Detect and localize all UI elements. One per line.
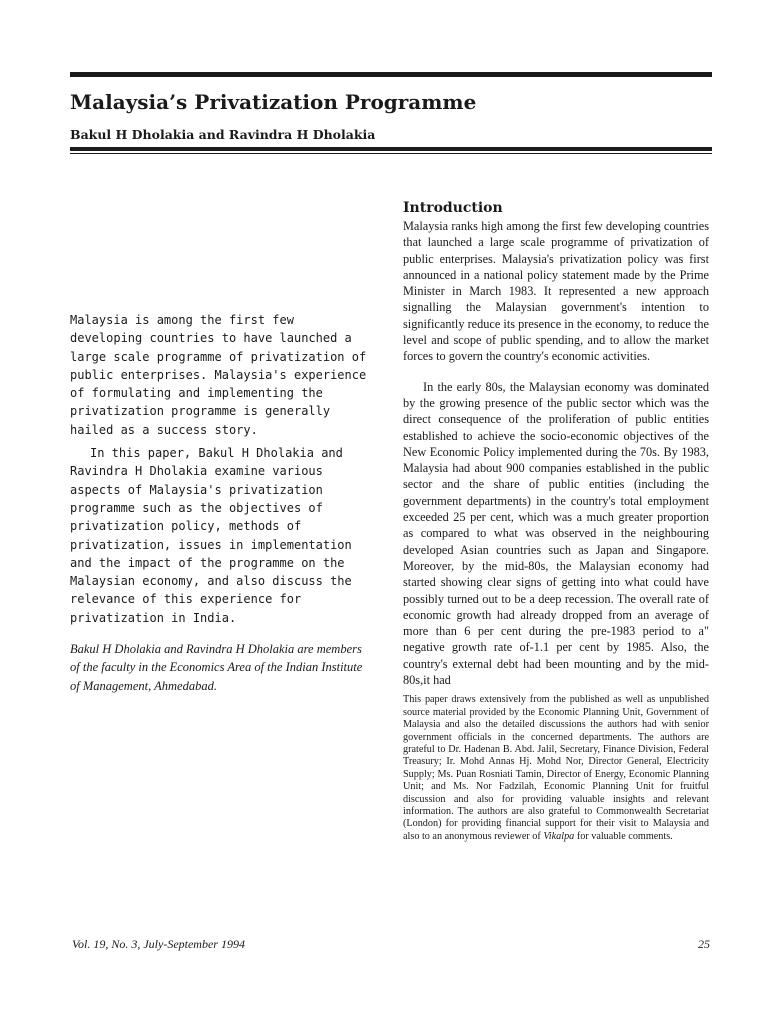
note-text: This paper draws extensively from the published as well as unpublished source material provided by the Economic Planning Unit, Government of Malaysia and also the detailed discussions the authors had with senior government officials in the concerned departments. The authors are grateful to Dr. Hadenan B. Abd. Jalil, Secretary, Finance Division, Federal Treasury; Ir. Mohd Annas Hj. Mohd Nor, Director General, Electricity Supply; Ms. Puan Rosniati Tamin, Director of Energy, Economic Planning Unit; and Ms. Nor Fadzilah, Economic Planning Unit for fruitful discussion and also for providing valuable insights and relevant information. The authors are also grateful to Commonwealth Secretariat (London) for providing financial support for their visit to Malaysia and also to an anonymous reviewer of — [403, 694, 709, 842]
author-bio: Bakul H Dholakia and Ravindra H Dholakia are members of the faculty in the Economics Area of the Indian Institute of Management, Ahmedabad. — [70, 642, 363, 693]
note-text-end: for valuable comments. — [574, 830, 673, 842]
article-title: Malaysia’s Privatization Programme — [70, 90, 477, 114]
article-authors: Bakul H Dholakia and Ravindra H Dholakia — [70, 127, 376, 142]
acknowledgement-note — [403, 694, 709, 843]
abstract-paragraph: In this paper, Bakul H Dholakia and Ravindra H Dholakia examine various aspects of Malaysia's privatization programme such as the objectives of privatization policy, methods of privatization, issues in implementation and the impact of the programme on the Malaysian economy, and also discuss the relevance of this experience for privatization in India. — [70, 446, 352, 625]
body-paragraph: Malaysia ranks high among the first few developing countries that launched a large scale programme of privatization of public enterprises. Malaysia's privatization policy was first announced in a national policy statement made by the Prime Minister in March 1983. It represented a new approach signalling the Malaysian government's intention to significantly reduce its presence in the economy, to reduce the level and scope of public spending, and to allow the market forces to govern the country's economic activities. — [403, 219, 709, 364]
abstract — [70, 311, 370, 627]
main-column — [403, 198, 709, 843]
page-number: 25 — [698, 937, 710, 951]
top-rule — [70, 72, 712, 77]
section-heading-introduction: Introduction — [403, 200, 503, 216]
footer-citation: Vol. 19, No. 3, July-September 1994 — [72, 937, 245, 951]
header-rule-thin — [70, 153, 712, 154]
journal-name: Vikalpa — [543, 830, 575, 842]
body-paragraph: In the early 80s, the Malaysian economy was dominated by the growing presence of the public sector which was the direct consequence of the proliferation of public entities established to achieve the socio-economic objectives of the New Economic Policy implemented during the 70s. By 1983, Malaysia had about 900 companies established in the public sector and the share of public entities (including the government departments) in the country's total employment exceeded 25 per cent, which was a much greater proportion as compared to what was observed in the neighbouring developed Asian countries such as Japan and Singapore. Moreover, by the mid-80s, the Malaysian economy had started showing clear signs of getting into what could have possibly turned out to be a deep recession. The overall rate of economic growth had already dropped from an average of more than 6 per cent during the pre-1983 period to a" negative growth rate of-1.1 per cent by 1985. Also, the country's external debt had been mounting and by the mid-80s,it had — [403, 379, 709, 688]
abstract-paragraph: Malaysia is among the first few developing countries to have launched a large scale programme of privatization of public enterprises. Malaysia's experience of formulating and implementing the privatization programme is generally hailed as a success story. — [70, 313, 367, 437]
header-rule-thick — [70, 147, 712, 151]
